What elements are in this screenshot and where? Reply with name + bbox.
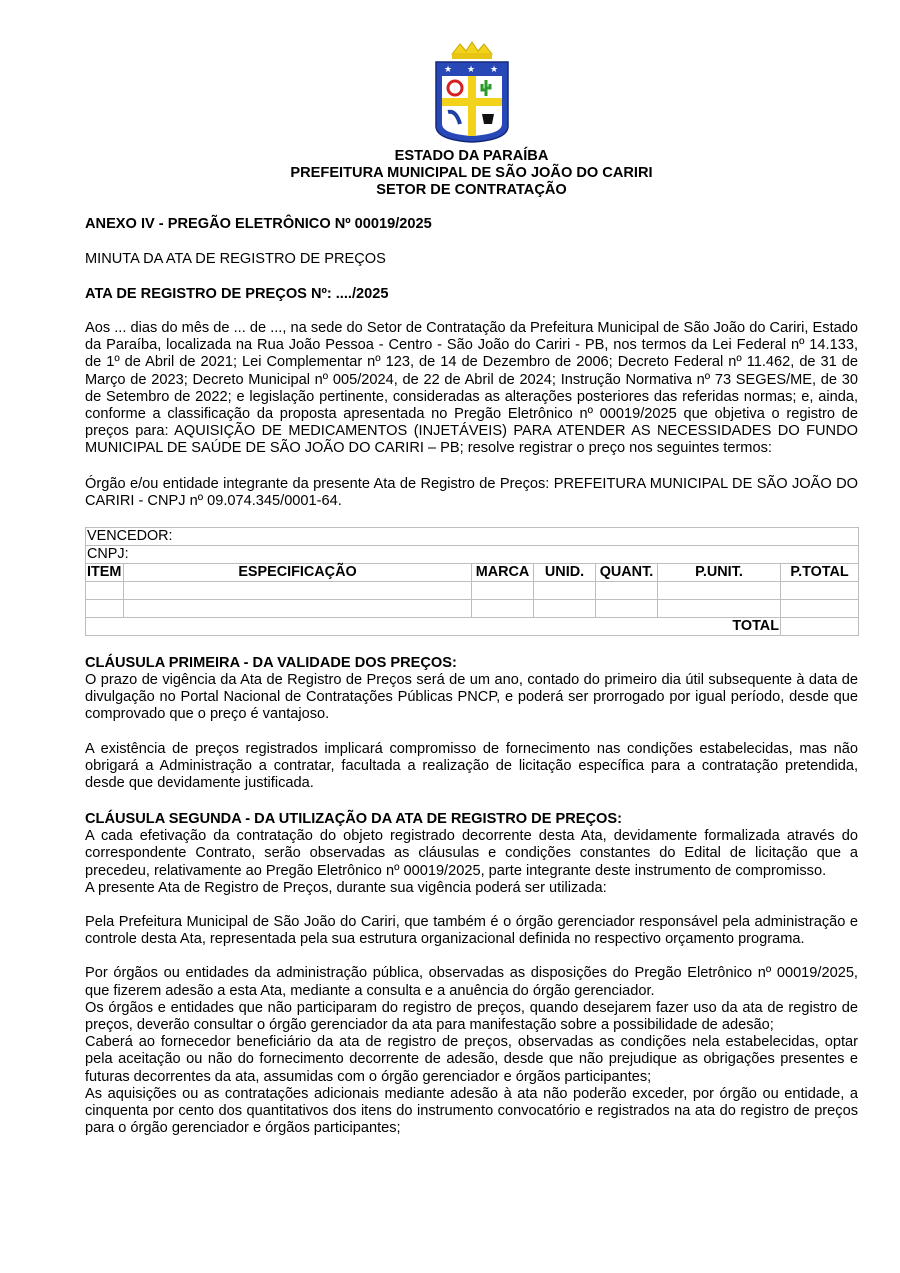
document-header <box>85 148 858 199</box>
svg-text:★: ★ <box>466 65 475 75</box>
table-cell <box>124 600 472 618</box>
header-sector: SETOR DE CONTRATAÇÃO <box>376 182 567 198</box>
table-cell <box>596 582 658 600</box>
table-cell <box>86 582 124 600</box>
total-label: TOTAL <box>86 618 781 636</box>
table-cell <box>534 582 596 600</box>
clause-2-paragraph-6: Caberá ao fornecedor beneficiário da ata de registro de preços, observadas as condições nela estabelecidas, optar pela aceitação ou não do fornecimento decorrente de adesão, desde que não prejudique as obrigações presentes e futuras decorrentes da ata, assumidas com o órgão gerenciador e órgãos participantes; <box>85 1034 858 1085</box>
vencedor-label: VENCEDOR: <box>86 528 859 546</box>
total-row <box>86 618 859 636</box>
clause-2-paragraph-7: As aquisições ou as contratações adicionais mediante adesão à ata não poderão exceder, por órgão ou entidade, a cinquenta por cento dos quantitativos dos itens do instrumento convocatório e registrados na ata do registro de preços para o órgão gerenciador e órgãos participantes; <box>85 1085 858 1137</box>
price-table <box>85 527 859 636</box>
table-cell <box>472 600 534 618</box>
clause-1-paragraph-2: A existência de preços registrados implicará compromisso de fornecimento nas condições estabelecidas, mas não obrigará a Administração a contratar, facultada a realização de licitação específica para a contratação pretendida, desde que devidamente justificada. <box>85 740 858 792</box>
table-cell <box>86 600 124 618</box>
svg-text:★: ★ <box>443 65 452 75</box>
col-header-marca: MARCA <box>472 564 534 582</box>
table-cell <box>658 582 781 600</box>
col-header-quant: QUANT. <box>596 564 658 582</box>
vencedor-row <box>86 528 859 546</box>
table-cell <box>596 600 658 618</box>
clause-2-paragraph-3: Pela Prefeitura Municipal de São João do Cariri, que também é o órgão gerenciador responsável pela administração e controle desta Ata, representada pela sua estrutura organizacional definida no respectivo orçamento programa. <box>85 914 858 948</box>
cnpj-row <box>86 546 859 564</box>
col-header-unid: UNID. <box>534 564 596 582</box>
col-header-item: ITEM <box>86 564 124 582</box>
table-cell <box>124 582 472 600</box>
document-page <box>85 40 858 1138</box>
svg-text:★: ★ <box>489 65 498 75</box>
table-row <box>86 600 859 618</box>
table-cell <box>472 582 534 600</box>
annex-title: ANEXO IV - PREGÃO ELETRÔNICO Nº 00019/2025 <box>85 216 432 232</box>
table-header-row <box>86 564 859 582</box>
clause-2-paragraph-2: A presente Ata de Registro de Preços, durante sua vigência poderá ser utilizada: <box>85 879 607 896</box>
col-header-ptotal: P.TOTAL <box>781 564 859 582</box>
header-state: ESTADO DA PARAÍBA <box>394 148 549 164</box>
cnpj-label: CNPJ: <box>86 546 859 564</box>
clause-1-title: CLÁUSULA PRIMEIRA - DA VALIDADE DOS PREÇOS: <box>85 655 457 672</box>
total-value-cell <box>781 618 859 636</box>
clause-2-paragraph-5: Os órgãos e entidades que não participaram do registro de preços, quando desejarem fazer uso da ata de registro de preços, deverão consultar o órgão gerenciador da ata para manifestação sobre a possibilidade de adesão; <box>85 999 858 1034</box>
col-header-especificacao: ESPECIFICAÇÃO <box>124 564 472 582</box>
clause-2-title: CLÁUSULA SEGUNDA - DA UTILIZAÇÃO DA ATA DE REGISTRO DE PREÇOS: <box>85 811 622 828</box>
intro-paragraph: Aos ... dias do mês de ... de ..., na sede do Setor de Contratação da Prefeitura Municipal de São João do Cariri, Estado da Paraíba, localizada na Rua João Pessoa - Centro - São João do Cariri - PB, nos termos da Lei Federal nº 14.133, de 1º de Abril de 2021; Lei Complementar nº 123, de 14 de Dezembro de 2006; Decreto Federal nº 11.462, de 31 de Março de 2023; Decreto Municipal nº 005/2024, de 22 de Abril de 2024; Instrução Normativa nº 73 SEGES/ME, de 30 de Setembro de 2022; e legislação pertinente, consideradas as alterações posteriores das referidas normas; e, ainda, conforme a classificação da proposta apresentada no Pregão Eletrônico nº 00019/2025 que objetiva o registro de preços para: AQUISIÇÃO DE MEDICAMENTOS (INJETÁVEIS) PARA ATENDER AS NECESSIDADES DO FUNDO MUNICIPAL DE SAÚDE DE SÃO JOÃO DO CARIRI – PB; resolve registrar o preço nos seguintes termos: <box>85 320 858 457</box>
col-header-punit: P.UNIT. <box>658 564 781 582</box>
table-row <box>86 582 859 600</box>
draft-title: MINUTA DA ATA DE REGISTRO DE PREÇOS <box>85 251 386 267</box>
table-cell <box>658 600 781 618</box>
clause-2-paragraph-4: Por órgãos ou entidades da administração pública, observadas as disposições do Pregão Eletrônico nº 00019/2025, que fizerem adesão a esta Ata, mediante a consulta e a anuência do órgão gerenciador. <box>85 965 858 999</box>
coat-of-arms-icon <box>430 40 514 144</box>
table-cell <box>781 600 859 618</box>
ata-number: ATA DE REGISTRO DE PREÇOS Nº: ..../2025 <box>85 286 389 302</box>
table-cell <box>534 600 596 618</box>
header-municipality: PREFEITURA MUNICIPAL DE SÃO JOÃO DO CARIRI <box>290 165 653 181</box>
table-cell <box>781 582 859 600</box>
clause-2-paragraph-1: A cada efetivação da contratação do objeto registrado decorrente desta Ata, devidamente formalizada através do correspondente Contrato, serão observadas as cláusulas e condições constantes do Edital de licitação que a precedeu, relativamente ao Pregão Eletrônico nº 00019/2025, parte integrante deste instrumento de compromisso. <box>85 828 858 879</box>
orgao-paragraph: Órgão e/ou entidade integrante da presente Ata de Registro de Preços: PREFEITURA MUNICIPAL DE SÃO JOÃO DO CARIRI - CNPJ nº 09.074.345/0001-64. <box>85 475 858 509</box>
clause-1-paragraph-1: O prazo de vigência da Ata de Registro de Preços será de um ano, contado do primeiro dia útil subsequente à data de divulgação no Portal Nacional de Contratações Públicas PNCP, e poderá ser prorrogado por igual período, desde que comprovado que o preço é vantajoso. <box>85 672 858 723</box>
